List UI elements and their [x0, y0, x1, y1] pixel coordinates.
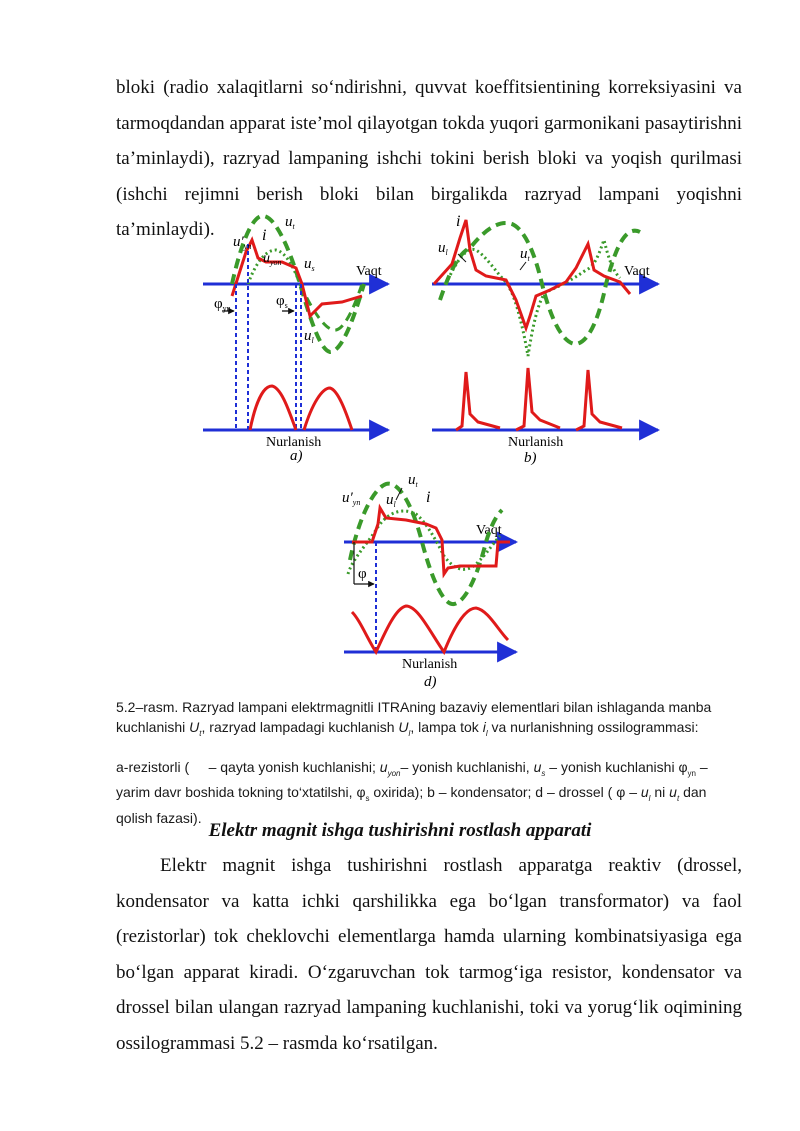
- panel-b-ut-label: $u_t$: [520, 246, 530, 263]
- panel-b-caption-letter: b): [524, 450, 537, 466]
- panel-a-ut-label: $u_t$: [285, 214, 295, 231]
- panel-a-us-label: $u_s$: [304, 256, 315, 273]
- panel-d-radiation-label: Nurlanish: [402, 657, 458, 672]
- section-heading: Elektr magnit ishga tushirishni rostlash apparati: [208, 820, 592, 841]
- panel-d-phi-label: φ: [358, 566, 367, 582]
- panel-b-radiation-label: Nurlanish: [508, 435, 564, 450]
- panel-a-phi-yn-label: $\varphi_{yn}$: [214, 296, 231, 313]
- paragraph-intro: bloki (radio xalaqitlarni so‘ndirishni, quvvat koeffitsientining korreksiyasini va tarmoqdandan apparat iste’mol qilayotgan tokda yuqori garmonikani pasaytirishni ta’minlaydi), razryad lampaning ishchi tokini berish bloki va yoqish qurilmasi (ishchi rejimni berish bloki bilan birgalikda razryad lampani yoqishni ta’minlaydi).: [116, 77, 742, 240]
- panel-a-uyon-label: $u'_{yn}$: [233, 234, 252, 251]
- paragraph-body: Elektr magnit ishga tushirishni rostlash apparatga reaktiv (drossel, kondensator va katta ichki qarshilikka ega bo‘lgan transformator) va faol (rezistorlar) tok cheklovchi elementlarga hamda ularning kombinatsiyasiga ega bo‘lgan apparat kiradi. O‘zgaruvchan tok tarmog‘iga resistor, kondensator va drossel bilan ulangan razryad lampaning kuchlanishi, toki va yorug‘lik oqimining ossilogrammasi 5.2 – rasmda ko‘rsatilgan.: [116, 855, 742, 1054]
- panel-a-i-label: i: [262, 227, 267, 244]
- panel-d-ut-label: $u_t$: [408, 472, 418, 489]
- panel-a-phi-s-label: $\varphi_s$: [276, 293, 288, 310]
- panel-b-radiation-curve: [456, 368, 622, 430]
- panel-d-caption-letter: d): [424, 674, 437, 690]
- panel-b-ul-label: $u_l$: [438, 240, 448, 257]
- panel-d-time-label: Vaqt: [476, 523, 502, 538]
- panel-b: [432, 213, 658, 466]
- panel-d-i-label: i: [426, 489, 431, 506]
- panel-a: [203, 214, 388, 464]
- panel-b-time-label: Vaqt: [624, 264, 650, 279]
- panel-d: [342, 472, 516, 690]
- panel-a-caption-letter: a): [290, 448, 303, 464]
- panel-a-radiation-label: Nurlanish: [266, 435, 322, 450]
- panel-b-i-label: i: [456, 213, 461, 230]
- panel-a-time-label: Vaqt: [356, 264, 382, 279]
- figure-caption-line-1: 5.2–rasm. Razryad lampani elektrmagnitli ITRAning bazaviy elementlari bilan ishlaganda manba kuchlanishi $U_t$, razryad lampadagi kuchlanish $U_l$, lampa tok $i_l$ va nurlanishning ossilogrammasi:: [116, 699, 712, 738]
- panel-d-uyon-label: $u'_{yn}$: [342, 490, 361, 507]
- panel-a-uyon2-label: $u_{yon}$: [263, 251, 282, 267]
- figure-caption-line-2: a-rezistorli ( – qayta yonish kuchlanishi; $u_{yon}-$ yonish kuchlanishi, $u_s$ – yonish kuchlanishi $\varphi_{yn}$ – yarim davr boshida tokning to‘xtatilshi, $\varphi_s$ oxirida); b – kondensator; d – drossel ( φ – $u_l$ ni $u_t$ dan qolish fazasi).: [116, 759, 708, 826]
- panel-d-ul-label: $u_l$: [386, 492, 396, 509]
- panel-a-ul-label: $u_l$: [304, 328, 314, 345]
